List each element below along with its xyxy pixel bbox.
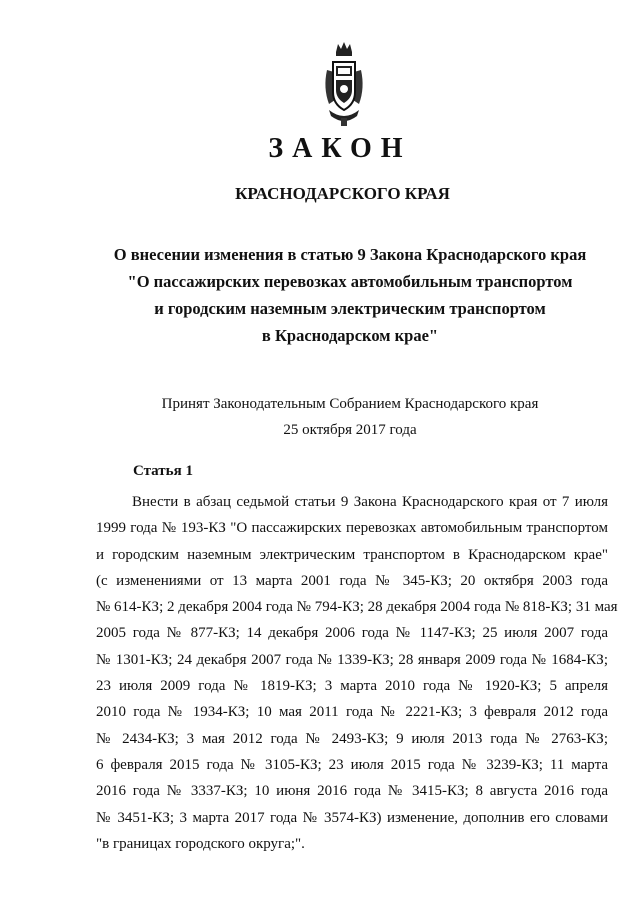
body-line: (с изменениями от 13 марта 2001 года № 345-КЗ; 20 октября 2003 года <box>96 572 608 589</box>
law-heading: ЗАКОН <box>268 133 412 164</box>
region-heading: КРАСНОДАРСКОГО КРАЯ <box>235 184 450 203</box>
title-line: "О пассажирских перевозках автомобильным транспортом <box>127 272 573 291</box>
body-line: Внести в абзац седьмой статьи 9 Закона Краснодарского края от 7 июля <box>132 494 608 510</box>
body-line: 2005 года № 877-КЗ; 14 декабря 2006 года № 1147-КЗ; 25 июля 2007 года <box>96 625 608 642</box>
title-line: О внесении изменения в статью 9 Закона Краснодарского края <box>113 245 587 264</box>
body-line: № 2434-КЗ; 3 мая 2012 года № 2493-КЗ; 9 июля 2013 года № 2763-КЗ; <box>96 730 608 747</box>
body-line: 2016 года № 3337-КЗ; 10 июня 2016 года № 3415-КЗ; 8 августа 2016 года <box>96 783 608 800</box>
article-heading: Статья 1 <box>133 463 193 479</box>
body-line: 6 февраля 2015 года № 3105-КЗ; 23 июля 2015 года № 3239-КЗ; 11 марта <box>96 756 608 773</box>
law-title <box>60 241 640 349</box>
coat-of-arms-icon <box>321 40 367 128</box>
body-line: № 614-КЗ; 2 декабря 2004 года № 794-КЗ; 28 декабря 2004 года № 818-КЗ; 31 мая <box>96 599 618 616</box>
adoption-note <box>60 391 640 443</box>
title-line: в Краснодарском крае" <box>261 326 439 345</box>
body-line: "в границах городского округа;". <box>96 835 305 852</box>
article-body <box>96 489 618 857</box>
body-line: 1999 года № 193-КЗ "О пассажирских перевозках автомобильным транспортом <box>96 520 608 537</box>
adoption-line: Принят Законодательным Собранием Краснодарского края <box>161 396 539 412</box>
title-line: и городским наземным электрическим транспортом <box>154 299 546 318</box>
body-line: № 1301-КЗ; 24 декабря 2007 года № 1339-КЗ; 28 января 2009 года № 1684-КЗ; <box>96 651 608 668</box>
body-line: 2010 года № 1934-КЗ; 10 мая 2011 года № 2221-КЗ; 3 февраля 2012 года <box>96 704 608 721</box>
body-line: и городским наземным электрическим транспортом в Краснодарском крае" <box>96 546 608 563</box>
body-line: 23 июля 2009 года № 1819-КЗ; 3 марта 2010 года № 1920-КЗ; 5 апреля <box>96 678 608 695</box>
adoption-date: 25 октября 2017 года <box>283 422 417 438</box>
body-line: № 3451-КЗ; 3 марта 2017 года № 3574-КЗ) изменение, дополнив его словами <box>96 809 608 826</box>
